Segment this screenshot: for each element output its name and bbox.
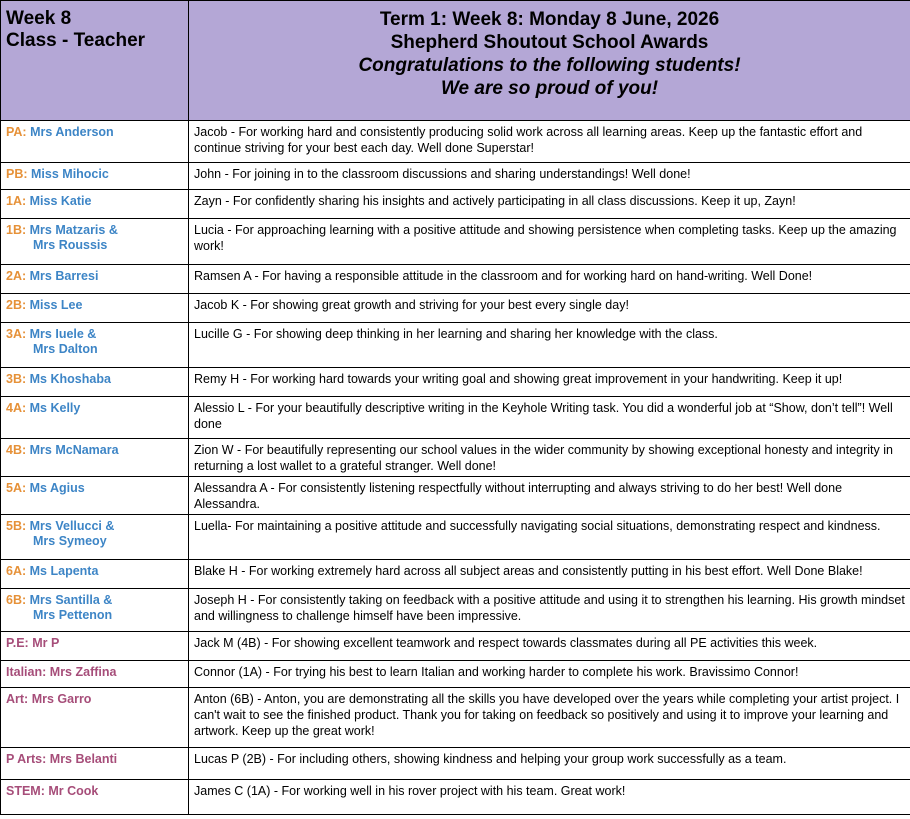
header-week: Week 8 [6, 8, 72, 29]
teacher-name-second: Mrs Symeoy [33, 534, 107, 548]
award-message: Zayn - For confidently sharing his insights and actively participating in all class discussions. Keep it up, Zayn! [189, 190, 910, 219]
award-row [1, 560, 910, 589]
class-code: 6A: [6, 564, 27, 578]
header-title [189, 1, 910, 121]
award-message: Jack M (4B) - For showing excellent teamwork and respect towards classmates during all PE activities this week. [189, 632, 910, 661]
class-code: 5A: [6, 481, 27, 495]
proud-line: We are so proud of you! [440, 78, 659, 99]
class-teacher-cell [1, 163, 189, 190]
award-message: Remy H - For working hard towards your writing goal and showing great improvement in your handwriting. Keep it up! [189, 368, 910, 397]
header-row [1, 1, 910, 121]
class-code: 4B: [6, 443, 27, 457]
award-row [1, 368, 910, 397]
award-message: John - For joining in to the classroom discussions and sharing understandings! Well done! [189, 163, 910, 190]
class-code: 2A: [6, 269, 27, 283]
class-code: PA: [6, 125, 27, 139]
teacher-name: Mrs Iuele & [29, 327, 97, 341]
class-code: 6B: [6, 593, 27, 607]
class-teacher-cell [1, 439, 189, 477]
award-row [1, 515, 910, 560]
award-row [1, 190, 910, 219]
award-row [1, 163, 910, 190]
class-code: P Arts: [6, 752, 47, 766]
congratulations-line: Congratulations to the following students! [358, 55, 741, 76]
teacher-name: Mrs Anderson [30, 125, 114, 139]
class-code: 3A: [6, 327, 27, 341]
teacher-name-second: Mrs Pettenon [33, 608, 113, 622]
teacher-name: Mrs McNamara [29, 443, 119, 457]
teacher-name: Mr Cook [48, 784, 99, 798]
awards-title: Shepherd Shoutout School Awards [390, 32, 709, 53]
award-message: Connor (1A) - For trying his best to learn Italian and working harder to complete his work. Bravissimo Connor! [189, 661, 910, 688]
award-row [1, 397, 910, 439]
class-teacher-cell [1, 190, 189, 219]
teacher-name: Mrs Garro [31, 692, 92, 706]
header-class-teacher: Class - Teacher [6, 30, 146, 51]
award-message: Luella- For maintaining a positive attitude and successfully navigating social situations, demonstrating respect and kindness. [189, 515, 910, 560]
class-code: P.E: [6, 636, 29, 650]
award-message: Lucas P (2B) - For including others, showing kindness and helping your group work successfully as a team. [189, 748, 910, 780]
class-teacher-cell [1, 265, 189, 294]
teacher-name-second: Mrs Dalton [33, 342, 98, 356]
teacher-name: Ms Agius [29, 481, 85, 495]
class-code: Italian: [6, 665, 47, 679]
award-row [1, 688, 910, 748]
award-message: James C (1A) - For working well in his rover project with his team. Great work! [189, 780, 910, 815]
award-message: Zion W - For beautifully representing our school values in the wider community by showing exceptional honesty and integrity in returning a lost wallet to a grateful stranger. Well done! [189, 439, 910, 477]
award-row [1, 294, 910, 323]
award-row [1, 748, 910, 780]
class-code: 1A: [6, 194, 27, 208]
award-row [1, 121, 910, 163]
teacher-name: Ms Khoshaba [29, 372, 111, 386]
class-teacher-cell [1, 515, 189, 560]
class-code: 1B: [6, 223, 27, 237]
award-row [1, 661, 910, 688]
award-row [1, 589, 910, 632]
class-code: 2B: [6, 298, 27, 312]
award-message: Lucille G - For showing deep thinking in her learning and sharing her knowledge with the class. [189, 323, 910, 368]
class-code: Art: [6, 692, 29, 706]
award-message: Ramsen A - For having a responsible attitude in the classroom and for working hard on hand-writing. Well Done! [189, 265, 910, 294]
class-teacher-cell [1, 560, 189, 589]
award-row [1, 439, 910, 477]
award-row [1, 477, 910, 515]
class-teacher-cell [1, 397, 189, 439]
class-teacher-cell [1, 368, 189, 397]
class-teacher-cell [1, 780, 189, 815]
teacher-name: Miss Katie [29, 194, 92, 208]
class-teacher-cell [1, 688, 189, 748]
class-code: 4A: [6, 401, 27, 415]
class-code: STEM: [6, 784, 45, 798]
teacher-name: Mrs Zaffina [49, 665, 117, 679]
class-teacher-cell [1, 121, 189, 163]
class-teacher-cell [1, 219, 189, 265]
term-date-title: Term 1: Week 8: Monday 8 June, 2026 [379, 9, 720, 30]
award-message: Jacob - For working hard and consistently producing solid work across all learning areas. Keep up the fantastic effort and continue striving for your best each day. Well done Superstar! [189, 121, 910, 163]
award-message: Alessio L - For your beautifully descriptive writing in the Keyhole Writing task. You did a wonderful job at “Show, don’t tell”! Well done [189, 397, 910, 439]
teacher-name: Mrs Belanti [49, 752, 118, 766]
class-code: PB: [6, 167, 28, 181]
class-teacher-cell [1, 323, 189, 368]
award-row [1, 219, 910, 265]
award-row [1, 780, 910, 815]
class-teacher-cell [1, 294, 189, 323]
award-message: Lucia - For approaching learning with a positive attitude and showing persistence when completing tasks. Keep up the amazing work! [189, 219, 910, 265]
class-teacher-cell [1, 477, 189, 515]
award-message: Blake H - For working extremely hard across all subject areas and consistently putting in his best effort. Well Done Blake! [189, 560, 910, 589]
teacher-name: Ms Lapenta [29, 564, 99, 578]
award-message: Joseph H - For consistently taking on feedback with a positive attitude and using it to strengthen his learning. His growth mindset and willingness to challenge himself have been impressive. [189, 589, 910, 632]
award-row [1, 323, 910, 368]
teacher-name: Mrs Barresi [29, 269, 99, 283]
award-row [1, 265, 910, 294]
award-row [1, 632, 910, 661]
class-code: 3B: [6, 372, 27, 386]
class-code: 5B: [6, 519, 27, 533]
teacher-name: Mrs Vellucci & [29, 519, 115, 533]
award-message: Anton (6B) - Anton, you are demonstrating all the skills you have developed over the years while completing your artist project. I can't wait to see the finished product. Thank you for taking on feedback so positively and using it to improve your learning and artwork. Keep up the great work! [189, 688, 910, 748]
teacher-name: Mr P [32, 636, 60, 650]
teacher-name: Ms Kelly [29, 401, 81, 415]
award-message: Alessandra A - For consistently listening respectfully without interrupting and always striving to do her best! Well done Alessandra. [189, 477, 910, 515]
award-rows [1, 121, 910, 815]
class-teacher-cell [1, 748, 189, 780]
teacher-name-second: Mrs Roussis [33, 238, 108, 252]
award-message: Jacob K - For showing great growth and striving for your best every single day! [189, 294, 910, 323]
class-teacher-cell [1, 661, 189, 688]
class-teacher-cell [1, 589, 189, 632]
class-teacher-cell [1, 632, 189, 661]
header-week-class [1, 1, 189, 121]
teacher-name: Miss Lee [29, 298, 83, 312]
teacher-name: Mrs Matzaris & [29, 223, 118, 237]
teacher-name: Miss Mihocic [31, 167, 109, 181]
teacher-name: Mrs Santilla & [29, 593, 113, 607]
